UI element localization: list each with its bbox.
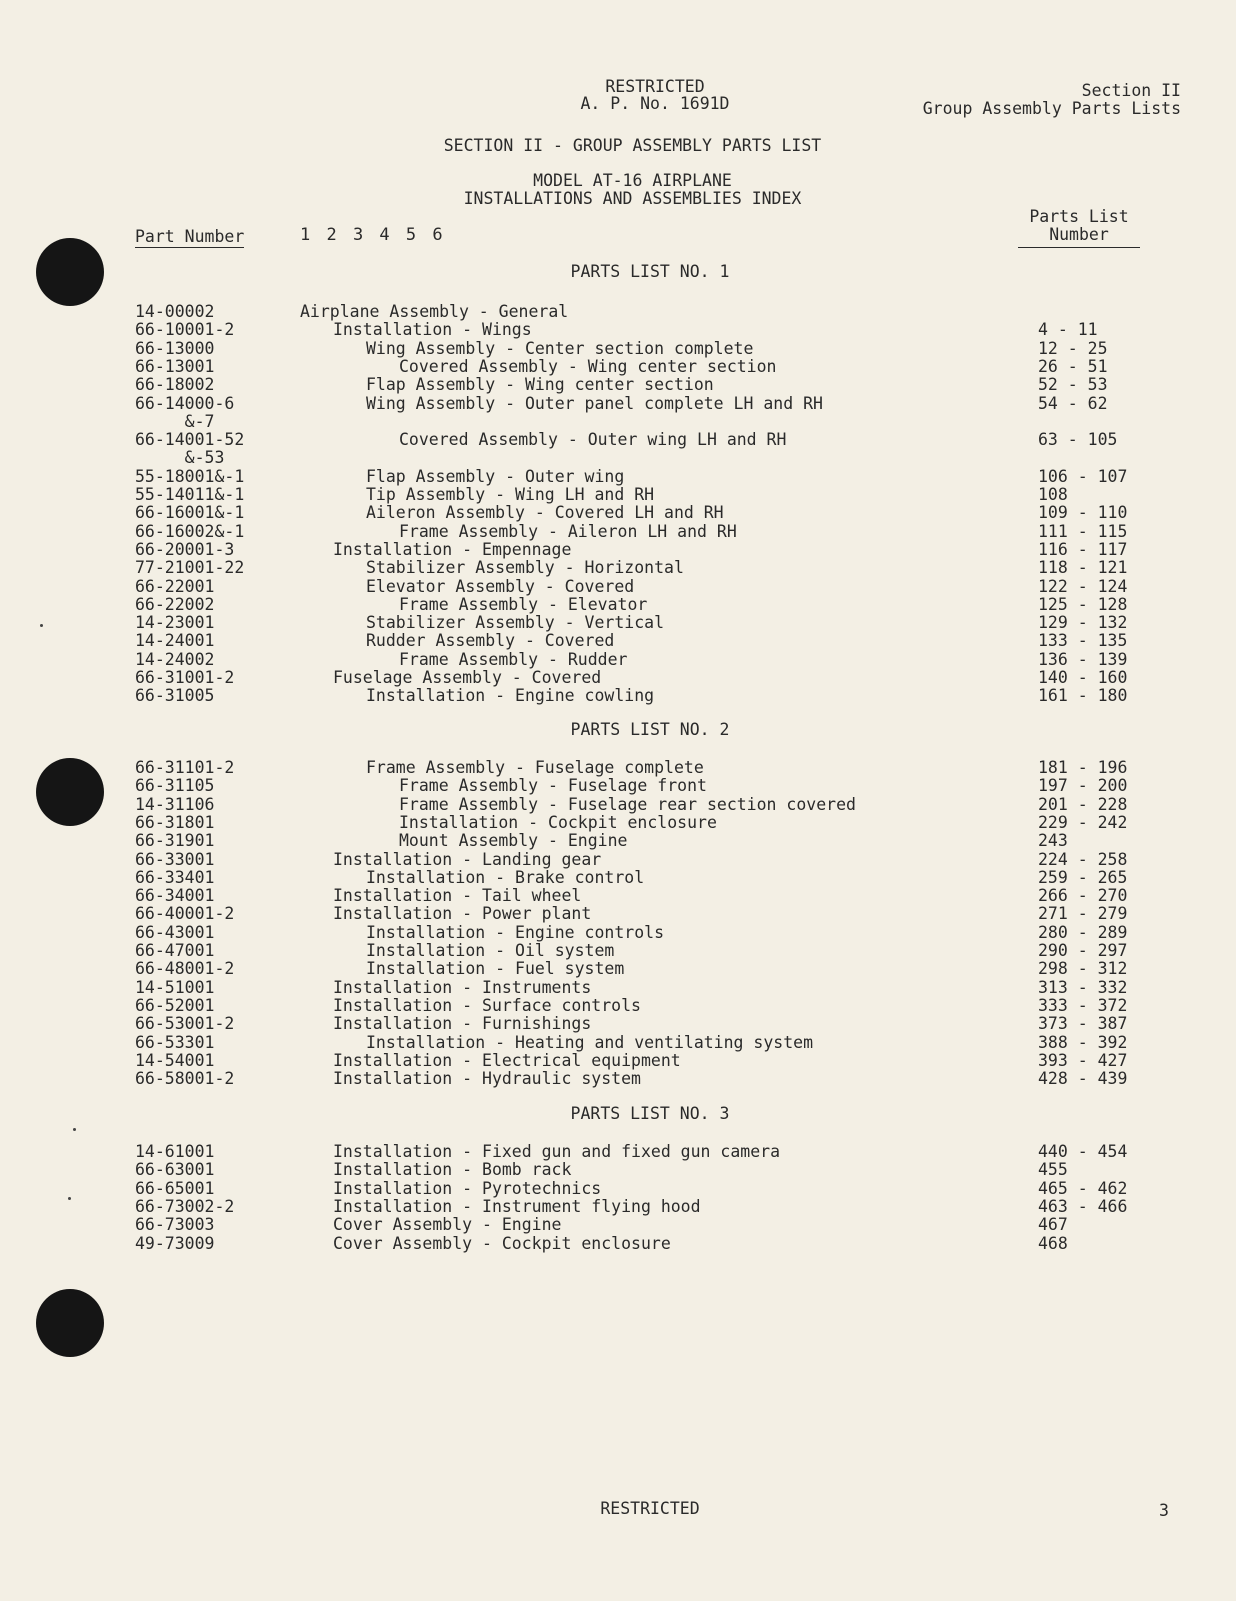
list-item: [0, 485, 1236, 503]
part-number: 66-14001-52: [135, 430, 245, 450]
parts-list-number: 108: [1038, 485, 1068, 504]
list-item: [0, 577, 1236, 595]
parts-list-number: 313 - 332: [1038, 977, 1128, 997]
parts-list-number: 129 - 132: [1038, 613, 1128, 633]
parts-list-number: 133 - 135: [1038, 631, 1128, 651]
parts-list-number: 109 - 110: [1038, 503, 1128, 523]
header-section: Section II: [1081, 81, 1181, 100]
assembly-description: Installation - Instrument flying hood: [333, 1196, 701, 1216]
parts-list-header-line1: Parts List: [1029, 207, 1129, 226]
list-item: [0, 923, 1236, 941]
assembly-description: Cover Assembly - Engine: [333, 1215, 562, 1235]
list-item: [0, 1215, 1236, 1233]
list-item: [0, 1142, 1236, 1160]
part-number: 77-21001-22: [135, 558, 245, 578]
list-item: [0, 375, 1236, 393]
part-number: 49-73009: [135, 1233, 215, 1253]
list-item: [0, 1197, 1236, 1215]
part-number: 66-22002: [135, 594, 215, 614]
part-number: 66-48001-2: [135, 959, 235, 979]
list-item: [0, 1051, 1236, 1069]
list-item: [0, 758, 1236, 776]
assembly-description: Covered Assembly - Wing center section: [399, 356, 777, 376]
list-item: [0, 522, 1236, 540]
part-number: 66-40001-2: [135, 904, 235, 924]
list-item: [0, 850, 1236, 868]
parts-list-number: 26 - 51: [1038, 356, 1108, 376]
assembly-description: Flap Assembly - Outer wing: [366, 466, 625, 486]
list-item: [0, 686, 1236, 704]
part-number: 66-31801: [135, 812, 215, 832]
assembly-description: Airplane Assembly - General: [300, 302, 569, 321]
part-number: 66-20001-3: [135, 539, 235, 559]
list-item: [0, 430, 1236, 448]
part-number: 66-31001-2: [135, 668, 235, 687]
parts-list-number: 12 - 25: [1038, 338, 1108, 358]
part-number: 14-54001: [135, 1050, 215, 1070]
assembly-description: Installation - Instruments: [333, 977, 592, 997]
binder-hole-bottom: [36, 1289, 104, 1357]
parts-list-number: 467: [1038, 1215, 1068, 1235]
parts-list-number: 201 - 228: [1038, 794, 1128, 814]
parts-list-heading: PARTS LIST NO. 3: [570, 1104, 730, 1123]
list-item: [0, 904, 1236, 922]
part-number: 66-43001: [135, 922, 215, 942]
list-item: [0, 831, 1236, 849]
list-item: [0, 320, 1236, 338]
assembly-description: Wing Assembly - Center section complete: [366, 338, 754, 358]
list-item: [0, 394, 1236, 412]
part-number: 66-31101-2: [135, 758, 235, 777]
parts-list-number: 118 - 121: [1038, 558, 1128, 578]
assembly-description: Frame Assembly - Rudder: [399, 649, 628, 669]
part-number: 14-61001: [135, 1142, 215, 1161]
list-item: [0, 941, 1236, 959]
part-number: 66-73003: [135, 1215, 215, 1235]
list-item: [0, 302, 1236, 320]
parts-list-number: 161 - 180: [1038, 686, 1128, 706]
parts-list-number: 125 - 128: [1038, 594, 1128, 614]
parts-list-number: 181 - 196: [1038, 758, 1128, 777]
part-number: 55-14011&-1: [135, 485, 245, 504]
list-item: [0, 503, 1236, 521]
part-number: 66-14000-6: [135, 393, 235, 413]
list-item: [0, 1014, 1236, 1032]
assembly-description: Installation - Oil system: [366, 941, 615, 960]
assembly-description: Installation - Engine controls: [366, 922, 665, 942]
part-number: 55-18001&-1: [135, 466, 245, 486]
assembly-description: Frame Assembly - Elevator: [399, 594, 648, 614]
list-item: [0, 339, 1236, 357]
assembly-description: Wing Assembly - Outer panel complete LH and RH: [366, 393, 823, 413]
part-number: 66-53001-2: [135, 1014, 235, 1034]
list-item: [0, 540, 1236, 558]
assembly-description: Installation - Brake control: [366, 867, 645, 887]
list-item: [0, 1234, 1236, 1252]
assembly-description: Rudder Assembly - Covered: [366, 631, 615, 651]
parts-list-number: 63 - 105: [1038, 430, 1118, 450]
parts-list-header-line2: Number: [1018, 226, 1140, 248]
parts-list-number: 111 - 115: [1038, 521, 1128, 541]
part-number: 66-13001: [135, 356, 215, 376]
list-item: [0, 776, 1236, 794]
part-number: 66-53301: [135, 1032, 215, 1052]
list-item: [0, 813, 1236, 831]
parts-list-number: 106 - 107: [1038, 466, 1128, 486]
parts-list-number: 440 - 454: [1038, 1142, 1128, 1161]
model-title: MODEL AT-16 AIRPLANE: [533, 171, 732, 190]
parts-list-number: 229 - 242: [1038, 812, 1128, 832]
list-item: [0, 978, 1236, 996]
list-item: [0, 868, 1236, 886]
parts-list-number: 140 - 160: [1038, 668, 1128, 687]
parts-list-heading: PARTS LIST NO. 1: [570, 262, 730, 281]
parts-list-number: 468: [1038, 1233, 1068, 1253]
list-item: [0, 650, 1236, 668]
part-number: 66-31005: [135, 686, 215, 706]
assembly-description: Installation - Wings: [333, 320, 532, 340]
part-number: 66-13000: [135, 338, 215, 358]
assembly-description: Aileron Assembly - Covered LH and RH: [366, 503, 724, 523]
list-item: [0, 631, 1236, 649]
part-number: 66-52001: [135, 995, 215, 1015]
part-number: 66-58001-2: [135, 1069, 235, 1089]
header-ap-number: A. P. No. 1691D: [580, 94, 730, 113]
assembly-description: Installation - Engine cowling: [366, 686, 655, 706]
parts-list-number: 266 - 270: [1038, 886, 1128, 906]
part-number: 66-73002-2: [135, 1196, 235, 1216]
list-item: [0, 595, 1236, 613]
assembly-description: Frame Assembly - Aileron LH and RH: [399, 521, 737, 541]
assembly-description: Installation - Pyrotechnics: [333, 1178, 602, 1198]
parts-list-number: 243: [1038, 831, 1068, 851]
header-restricted: RESTRICTED: [605, 77, 705, 96]
part-number: 66-65001: [135, 1178, 215, 1198]
assembly-description: Installation - Surface controls: [333, 995, 641, 1015]
parts-list-number: 465 - 462: [1038, 1178, 1128, 1198]
list-item: [0, 613, 1236, 631]
assembly-description: Installation - Electrical equipment: [333, 1050, 681, 1070]
indent-level-header: 1 2 3 4 5 6: [300, 225, 443, 245]
assembly-description: Installation - Bomb rack: [333, 1160, 572, 1180]
assembly-description: Installation - Power plant: [333, 904, 592, 924]
assembly-description: Installation - Cockpit enclosure: [399, 812, 717, 832]
parts-list-number: 373 - 387: [1038, 1014, 1128, 1034]
part-number: 14-51001: [135, 977, 215, 997]
header-section-title: Group Assembly Parts Lists: [922, 99, 1181, 118]
parts-list-number: 280 - 289: [1038, 922, 1128, 942]
parts-list-number: 290 - 297: [1038, 941, 1128, 960]
part-number: 66-33401: [135, 867, 215, 887]
part-number: 66-31901: [135, 831, 215, 851]
assembly-description: Frame Assembly - Fuselage complete: [366, 758, 704, 777]
page-number: 3: [1159, 1501, 1169, 1520]
assembly-description: Installation - Empennage: [333, 539, 572, 559]
parts-list-number: 259 - 265: [1038, 867, 1128, 887]
list-item: [0, 996, 1236, 1014]
list-item: [0, 412, 1236, 430]
part-number: 66-22001: [135, 576, 215, 596]
parts-list-number: 271 - 279: [1038, 904, 1128, 924]
part-number: 66-16002&-1: [135, 521, 245, 541]
part-number: 66-63001: [135, 1160, 215, 1180]
part-number: &-7: [135, 411, 215, 431]
list-item: [0, 357, 1236, 375]
footer-restricted: RESTRICTED: [600, 1499, 700, 1518]
part-number: 14-24001: [135, 631, 215, 651]
part-number: 66-47001: [135, 941, 215, 960]
list-item: [0, 1033, 1236, 1051]
assembly-description: Cover Assembly - Cockpit enclosure: [333, 1233, 671, 1253]
binder-hole-top: [36, 238, 104, 306]
list-item: [0, 668, 1236, 686]
assembly-description: Covered Assembly - Outer wing LH and RH: [399, 430, 787, 450]
parts-list-heading: PARTS LIST NO. 2: [570, 720, 730, 739]
assembly-description: Frame Assembly - Fuselage front: [399, 776, 707, 796]
assembly-description: Tip Assembly - Wing LH and RH: [366, 485, 655, 504]
paper-speck: [68, 1197, 71, 1200]
list-item: [0, 959, 1236, 977]
parts-list-number: 4 - 11: [1038, 320, 1098, 340]
list-item: [0, 1069, 1236, 1087]
paper-speck: [73, 1128, 76, 1131]
part-number: 66-16001&-1: [135, 503, 245, 523]
parts-list-number: 388 - 392: [1038, 1032, 1128, 1052]
part-number: 66-34001: [135, 886, 215, 906]
parts-list-number: 455: [1038, 1160, 1068, 1180]
assembly-description: Installation - Heating and ventilating system: [366, 1032, 814, 1052]
list-item: [0, 1160, 1236, 1178]
assembly-description: Installation - Tail wheel: [333, 886, 582, 906]
assembly-description: Stabilizer Assembly - Horizontal: [366, 558, 684, 578]
assembly-description: Installation - Furnishings: [333, 1014, 592, 1034]
parts-list-number: 463 - 466: [1038, 1196, 1128, 1216]
parts-list-number: 393 - 427: [1038, 1050, 1128, 1070]
part-number: 14-23001: [135, 613, 215, 633]
list-item: [0, 886, 1236, 904]
part-number: 14-24002: [135, 649, 215, 669]
parts-list-number: 197 - 200: [1038, 776, 1128, 796]
assembly-description: Stabilizer Assembly - Vertical: [366, 613, 665, 633]
assembly-description: Mount Assembly - Engine: [399, 831, 628, 851]
parts-list-number: 298 - 312: [1038, 959, 1128, 979]
assembly-description: Installation - Fuel system: [366, 959, 625, 979]
list-item: [0, 467, 1236, 485]
assembly-description: Installation - Fixed gun and fixed gun camera: [333, 1142, 781, 1161]
parts-list-number: 136 - 139: [1038, 649, 1128, 669]
part-number: 66-18002: [135, 375, 215, 395]
assembly-description: Frame Assembly - Fuselage rear section covered: [399, 794, 856, 814]
list-item: [0, 448, 1236, 466]
assembly-description: Installation - Hydraulic system: [333, 1069, 641, 1089]
list-item: [0, 795, 1236, 813]
list-item: [0, 558, 1236, 576]
index-title: INSTALLATIONS AND ASSEMBLIES INDEX: [463, 189, 802, 208]
part-number: 66-10001-2: [135, 320, 235, 340]
assembly-description: Installation - Landing gear: [333, 849, 602, 869]
parts-list-number: 333 - 372: [1038, 995, 1128, 1015]
parts-list-number: 224 - 258: [1038, 849, 1128, 869]
part-number-column-header: Part Number: [135, 227, 245, 246]
assembly-description: Elevator Assembly - Covered: [366, 576, 635, 596]
part-number: 66-33001: [135, 849, 215, 869]
part-number: 14-00002: [135, 302, 215, 321]
part-number: 66-31105: [135, 776, 215, 796]
parts-list-number: 54 - 62: [1038, 393, 1108, 413]
section-title: SECTION II - GROUP ASSEMBLY PARTS LIST: [443, 136, 822, 155]
list-item: [0, 1179, 1236, 1197]
part-number: &-53: [135, 448, 225, 468]
assembly-description: Flap Assembly - Wing center section: [366, 375, 714, 395]
assembly-description: Fuselage Assembly - Covered: [333, 668, 602, 687]
paper-speck: [40, 624, 43, 627]
parts-list-number: 428 - 439: [1038, 1069, 1128, 1089]
part-number: 14-31106: [135, 794, 215, 814]
parts-list-number: 52 - 53: [1038, 375, 1108, 395]
parts-list-number: 116 - 117: [1038, 539, 1128, 559]
parts-list-number: 122 - 124: [1038, 576, 1128, 596]
